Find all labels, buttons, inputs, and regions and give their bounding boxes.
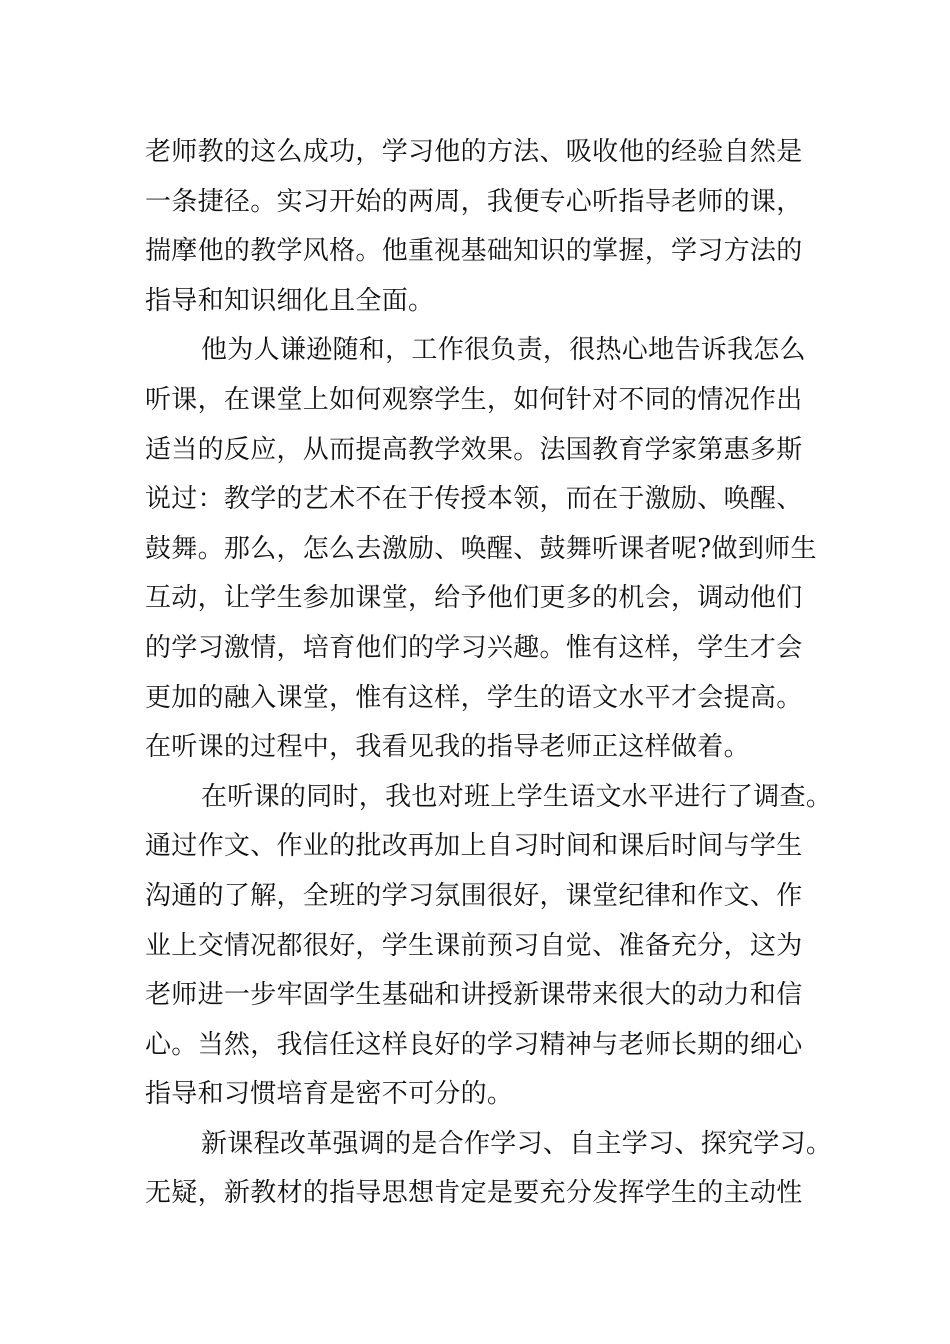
paragraph-first-line: 在听课的同时，我也对班上学生语文水平进行了调查。 — [201, 781, 833, 812]
text-line: 指导和知识细化且全面。 — [145, 285, 435, 316]
text-line: 一条捷径。实习开始的两周，我便专心听指导老师的课， — [145, 186, 803, 217]
text-line: 听课，在课堂上如何观察学生，如何针对不同的情况作出 — [145, 384, 803, 415]
text-line: 心。当然，我信任这样良好的学习精神与老师长期的细心 — [145, 1029, 803, 1060]
text-line: 指导和习惯培育是密不可分的。 — [145, 1079, 514, 1110]
text-line: 沟通的了解，全班的学习氛围很好，课堂纪律和作文、作 — [145, 880, 803, 911]
text-line: 适当的反应，从而提高教学效果。法国教育学家第惠多斯 — [145, 434, 803, 465]
text-line: 老师教的这么成功，学习他的方法、吸收他的经验自然是 — [145, 137, 803, 167]
text-line: 更加的融入课堂，惟有这样，学生的语文水平才会提高。 — [145, 682, 803, 713]
text-line: 通过作文、作业的批改再加上自习时间和课后时间与学生 — [145, 831, 803, 862]
text-line: 互动，让学生参加课堂，给予他们更多的机会，调动他们 — [145, 583, 803, 614]
text-line: 在听课的过程中，我看见我的指导老师正这样做着。 — [145, 732, 750, 763]
text-line: 无疑，新教材的指导思想肯定是要充分发挥学生的主动性 — [145, 1178, 803, 1209]
paragraph-first-line: 新课程改革强调的是合作学习、自主学习、探究学习。 — [201, 1128, 833, 1159]
text-line: 老师进一步牢固学生基础和讲授新课带来很大的动力和信 — [145, 980, 803, 1011]
text-line: 揣摩他的教学风格。他重视基础知识的掌握，学习方法的 — [145, 236, 803, 267]
body-text — [145, 128, 833, 1219]
text-line: 说过：教学的艺术不在于传授本领，而在于激励、唤醒、 — [145, 484, 803, 515]
text-line: 业上交情况都很好，学生课前预习自觉、准备充分，这为 — [145, 930, 803, 961]
text-line: 的学习激情，培育他们的学习兴趣。惟有这样，学生才会 — [145, 632, 803, 663]
text-line: 鼓舞。那么，怎么去激励、唤醒、鼓舞听课者呢?做到师生 — [145, 533, 817, 564]
paragraph-first-line: 他为人谦逊随和，工作很负责，很热心地告诉我怎么 — [201, 335, 806, 366]
